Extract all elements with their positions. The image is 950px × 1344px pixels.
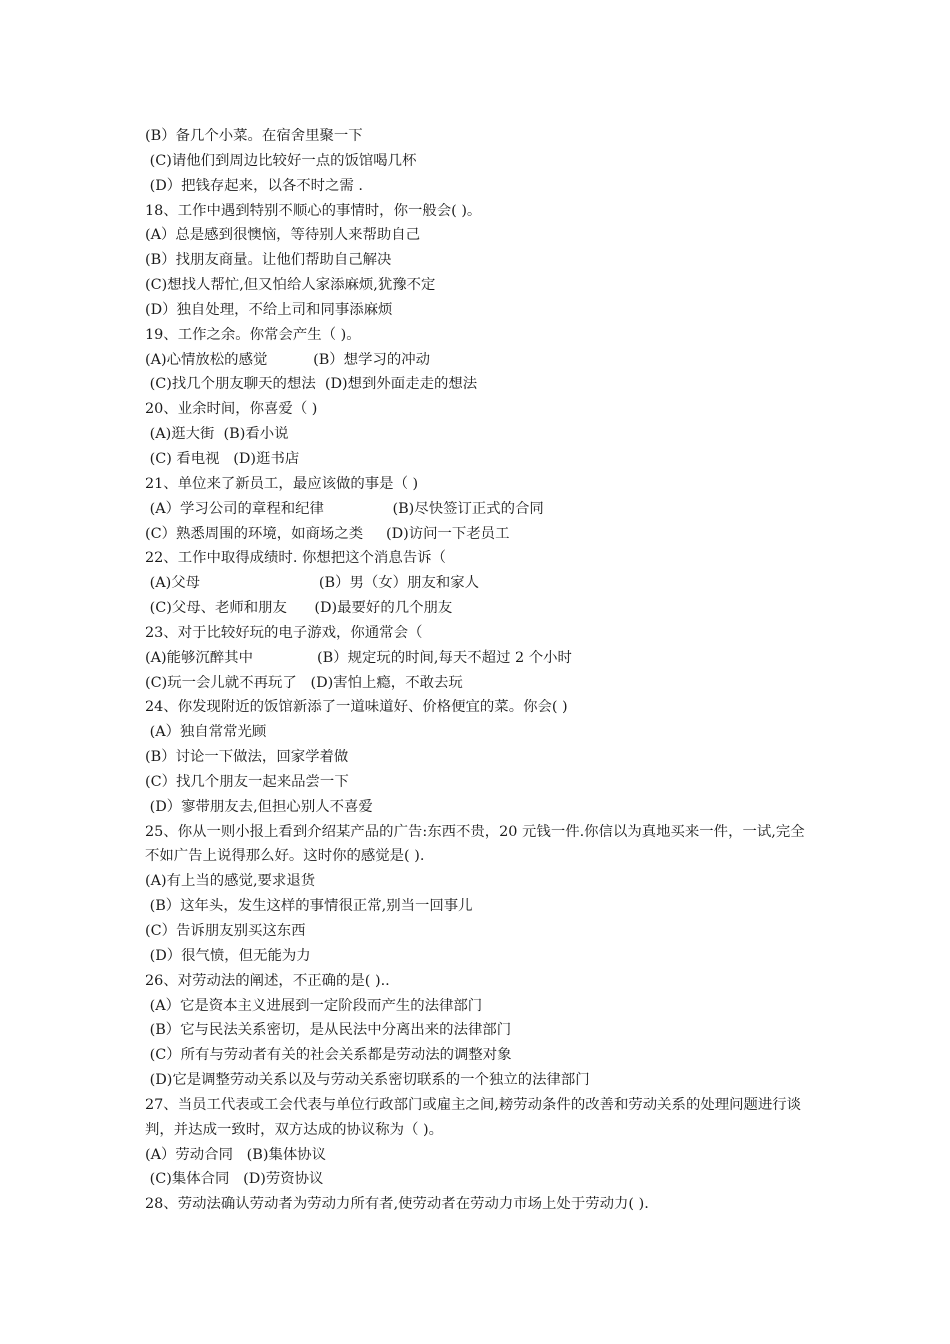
question-25: 25、你从一则小报上看到介绍某产品的广告:东西不贵，20 元钱一件.你信以为真地买来一件，一试,完全不如广告上说得那么好。这时你的感觉是( ). xyxy=(145,823,805,865)
question-19: 19、工作之余。你常会产生（ )。 xyxy=(145,326,361,343)
text-line: (C）找几个朋友一起来品尝一下 xyxy=(145,773,349,790)
text-line: (C)找几个朋友聊天的想法 (D)想到外面走走的想法 xyxy=(145,376,478,393)
question-27: 27、当员工代表或工会代表与单位行政部门或雇主之间,耪劳动条件的改善和劳动关系的处理问题进行谈判，并达成一致时，双方达成的协议称为（ )。 xyxy=(145,1096,802,1138)
text-line: (A）总是感到很懊恼，等待别人来帮助自己 xyxy=(145,227,421,244)
text-line: (B）这年头，发生这样的事情很正常,别当一回事儿 xyxy=(145,898,473,915)
question-21: 21、单位来了新员工，最应该做的事是（ ) xyxy=(145,475,419,492)
question-24: 24、你发现附近的饭馆新添了一道味道好、价格便宜的菜。你会( ) xyxy=(145,699,568,716)
question-28: 28、劳动法确认劳动者为劳动力所有者,使劳动者在劳动力市场上处于劳动力( ). xyxy=(145,1196,649,1213)
text-line: (A）独自常常光顾 xyxy=(145,724,267,741)
text-line: (B）它与民法关系密切，是从民法中分离出来的法律部门 xyxy=(145,1022,512,1039)
text-line: (C）告诉朋友别买这东西 xyxy=(145,923,306,939)
text-line: (D）独自处理，不给上司和同事添麻烦 xyxy=(145,301,393,318)
text-line: (C) 看电视 (D)逛书店 xyxy=(145,450,300,467)
text-line: (D）很气愤，但无能为力 xyxy=(145,947,311,964)
question-20: 20、业余时间，你喜爱（ ) xyxy=(145,401,318,418)
text-line: (D）把钱存起来，以各不时之需 . xyxy=(145,177,363,194)
text-line: (A)有上当的感觉,要求退货 xyxy=(145,873,316,890)
text-line: (C)父母、老师和朋友 (D)最要好的几个朋友 xyxy=(145,600,453,617)
text-line: (A)逛大街 (B)看小说 xyxy=(145,426,289,443)
text-line: (A）它是资本主义进展到一定阶段而产生的法律部门 xyxy=(145,997,483,1014)
text-line: (B）找朋友商量。让他们帮助自己解决 xyxy=(145,252,392,269)
text-line: (C)玩一会儿就不再玩了 (D)害怕上瘾，不敢去玩 xyxy=(145,674,463,691)
text-line: (A)能够沉醉其中 (B）规定玩的时间,每天不超过 2 个小时 xyxy=(145,649,572,666)
text-line: (A）劳动合同 (B)集体协议 xyxy=(145,1146,327,1163)
text-line: (D）寥带朋友去,但担心别人不喜爱 xyxy=(145,798,373,815)
question-23: 23、对于比较好玩的电子游戏，你通常会（ xyxy=(145,624,423,641)
text-line: (B）讨论一下做法，回家学着做 xyxy=(145,749,349,766)
text-line: (C)集体合同 (D)劳资协议 xyxy=(145,1171,324,1188)
question-26: 26、对劳动法的阐述，不正确的是( ).. xyxy=(145,972,390,989)
document-page xyxy=(145,124,815,1217)
text-line: (C)请他们到周边比较好一点的饭馆喝几杯 xyxy=(145,152,417,169)
text-line: (B）备几个小菜。在宿舍里聚一下 xyxy=(145,128,363,144)
text-line: (A)父母 (B）男（女）朋友和家人 xyxy=(145,575,480,592)
text-line: (C）熟悉周围的环境，如商场之类 (D)访问一下老员工 xyxy=(145,525,510,542)
question-22: 22、工作中取得成绩时. 你想把这个消息告诉（ xyxy=(145,550,446,567)
text-line: (C)想找人帮忙,但又怕给人家添麻烦,犹豫不定 xyxy=(145,277,436,294)
text-line: (A）学习公司的章程和纪律 (B)尽快签订正式的合同 xyxy=(145,500,544,517)
text-line: (C）所有与劳动者有关的社会关系都是劳动法的调整对象 xyxy=(145,1047,512,1064)
question-18: 18、工作中遇到特别不顺心的事情时，你一般会( )。 xyxy=(145,202,482,219)
text-line: (D)它是调整劳动关系以及与劳动关系密切联系的一个独立的法律部门 xyxy=(145,1072,590,1089)
text-line: (A)心情放松的感觉 (B）想学习的冲动 xyxy=(145,351,431,368)
